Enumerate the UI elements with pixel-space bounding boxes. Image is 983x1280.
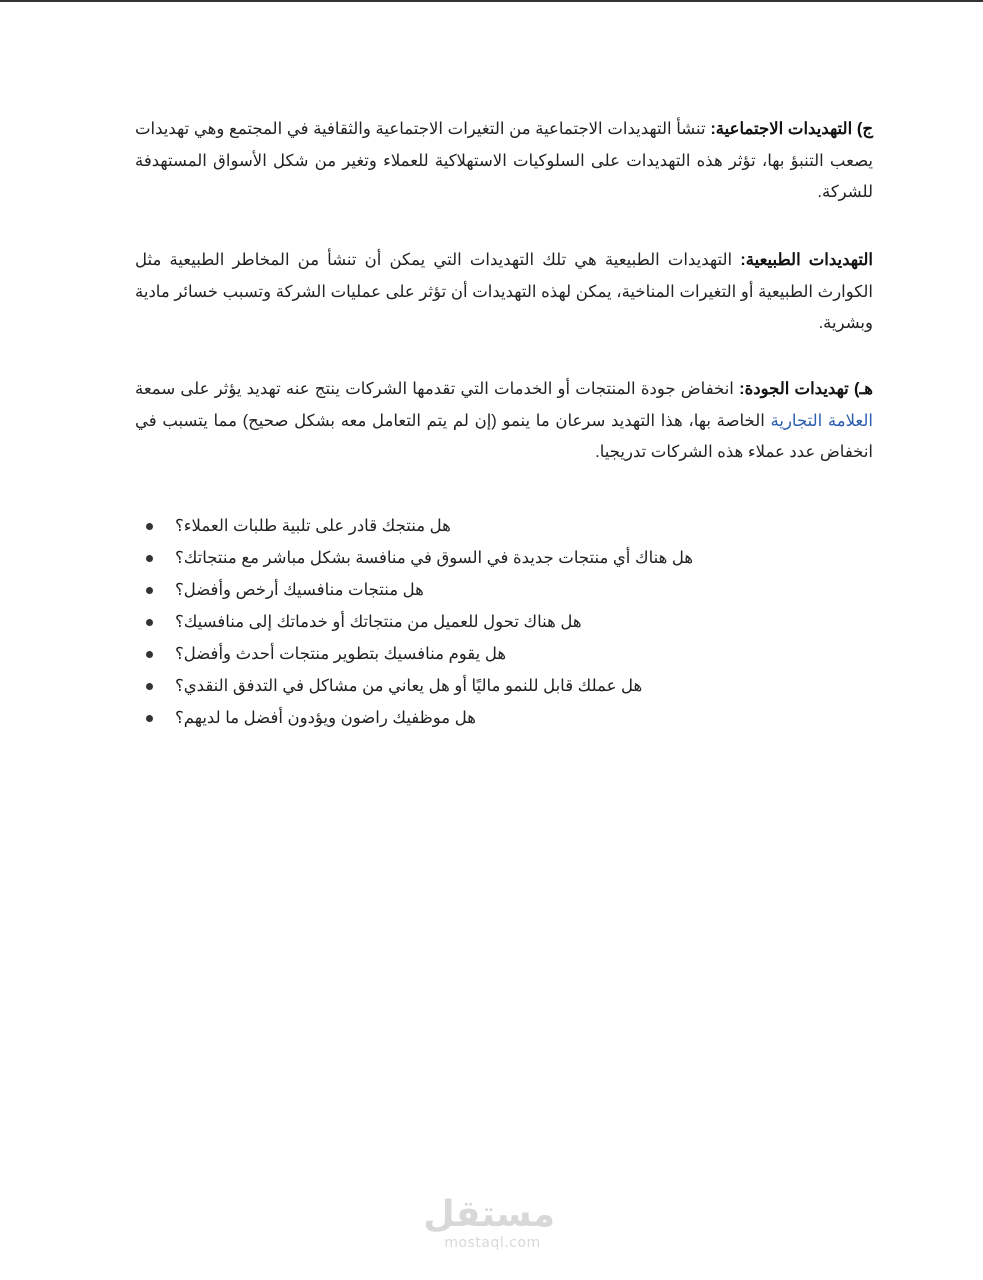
bullet-icon xyxy=(146,683,153,690)
bullet-icon xyxy=(146,619,153,626)
mostaql-watermark xyxy=(423,1194,555,1251)
paragraph-natural-threats xyxy=(135,245,873,340)
question-text: هل عملك قابل للنمو ماليًا أو هل يعاني من مشاكل في التدفق النقدي؟ xyxy=(175,677,643,695)
bullet-icon xyxy=(146,587,153,594)
list-item xyxy=(140,542,693,574)
bullet-icon xyxy=(146,715,153,722)
list-item xyxy=(140,702,693,734)
paragraph-text: تنشأ التهديدات الاجتماعية من التغيرات الاجتماعية والثقافية في المجتمع وهي تهديدات يصعب التنبؤ بها، تؤثر هذه التهديدات على السلوكيات الاستهلاكية للعملاء وتغير من شكل الأسواق المستهدفة للشركة. xyxy=(135,120,873,201)
paragraph-heading: التهديدات الطبيعية: xyxy=(740,251,874,269)
paragraph-heading: هـ) تهديدات الجودة: xyxy=(739,380,873,398)
list-item xyxy=(140,606,693,638)
list-item xyxy=(140,670,693,702)
paragraph-social-threats xyxy=(135,114,873,209)
paragraph-text: انخفاض جودة المنتجات أو الخدمات التي تقدمها الشركات ينتج عنه تهديد يؤثر على سمعة xyxy=(135,380,740,398)
bullet-icon xyxy=(146,555,153,562)
page-top-border xyxy=(0,0,983,2)
bullet-icon xyxy=(146,523,153,530)
list-item xyxy=(140,638,693,670)
question-text: هل منتجات منافسيك أرخص وأفضل؟ xyxy=(175,581,424,599)
question-text: هل منتجك قادر على تلبية طلبات العملاء؟ xyxy=(175,517,451,535)
paragraph-quality-threats xyxy=(135,374,873,469)
paragraph-text: الخاصة بها، هذا التهديد سرعان ما ينمو (إن لم يتم التعامل معه بشكل صحيح) مما يتسبب في انخفاض عدد عملاء هذه الشركات تدريجيا. xyxy=(135,411,873,461)
bullet-icon xyxy=(146,651,153,658)
list-item xyxy=(140,574,693,606)
watermark-arabic: مستقل xyxy=(423,1194,555,1235)
paragraph-heading: ج) التهديدات الاجتماعية: xyxy=(710,120,873,138)
questions-list xyxy=(140,510,693,734)
paragraph-text: التهديدات الطبيعية هي تلك التهديدات التي يمكن أن تنشأ من المخاطر الطبيعية مثل الكوارث الطبيعية أو التغيرات المناخية، يمكن لهذه التهديدات أن تؤثر على عمليات الشركة وتسبب خسائر مادية وبشرية. xyxy=(135,251,873,332)
watermark-latin: mostaql.com xyxy=(444,1235,541,1251)
brand-link[interactable]: العلامة التجارية xyxy=(770,411,873,430)
question-text: هل موظفيك راضون ويؤدون أفضل ما لديهم؟ xyxy=(175,709,476,727)
question-text: هل هناك أي منتجات جديدة في السوق في منافسة بشكل مباشر مع منتجاتك؟ xyxy=(175,549,694,567)
question-text: هل يقوم منافسيك بتطوير منتجات أحدث وأفضل؟ xyxy=(175,645,507,663)
list-item xyxy=(140,510,693,542)
question-text: هل هناك تحول للعميل من منتجاتك أو خدماتك إلى منافسيك؟ xyxy=(175,613,582,631)
